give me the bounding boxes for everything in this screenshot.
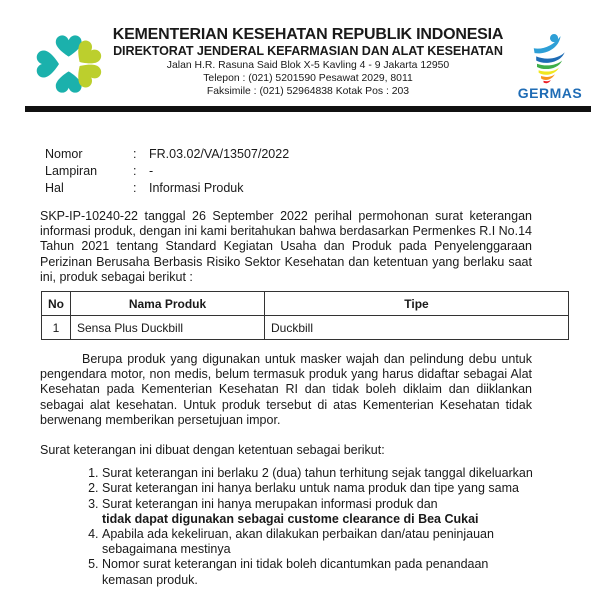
- letterhead: [0, 0, 616, 101]
- address-line: Jalan H.R. Rasuna Said Blok X-5 Kavling 4 - 9 Jakarta 12950: [166, 60, 450, 71]
- field-label: Nomor: [45, 147, 83, 161]
- directorate-title: DIREKTORAT JENDERAL KEFARMASIAN DAN ALAT KESEHATAN: [113, 44, 503, 58]
- letter-content: [0, 146, 616, 588]
- condition-item: [102, 466, 538, 481]
- cell-no: 1: [42, 316, 71, 340]
- phone-line: Telepon : (021) 5201590 Pesawat 2029, 8011: [203, 73, 413, 84]
- condition-item: [102, 527, 538, 557]
- condition-text: Surat keterangan ini berlaku 2 (dua) tahun terhitung sejak tanggal dikeluarkan: [102, 466, 533, 481]
- cell-nama-produk: Sensa Plus Duckbill: [71, 316, 265, 340]
- table-header-nama-produk: Nama Produk: [71, 292, 265, 316]
- meta-row-nomor: [45, 146, 616, 163]
- condition-text: Surat keterangan ini hanya merupakan informasi produk dan: [102, 496, 438, 511]
- meta-row-lampiran: [45, 163, 616, 180]
- field-value: Informasi Produk: [149, 181, 244, 195]
- condition-bold-text: tidak dapat digunakan sebagai custome clearance di Bea Cukai: [102, 511, 479, 526]
- product-table: [41, 291, 569, 340]
- condition-item: [102, 481, 538, 496]
- table-header-no: No: [42, 292, 71, 316]
- fax-line: Faksimile : (021) 52964838 Kotak Pos : 203: [206, 86, 410, 97]
- field-separator: :: [133, 147, 137, 161]
- condition-text: Apabila ada kekeliruan, akan dilakukan perbaikan dan/atau peninjauan sebagaimana mestinya: [102, 527, 494, 557]
- germas-label: GERMAS: [517, 85, 583, 101]
- ministry-title: KEMENTERIAN KESEHATAN REPUBLIK INDONESIA: [112, 26, 504, 43]
- field-separator: :: [133, 164, 137, 178]
- field-label: Hal: [45, 181, 64, 195]
- condition-item: [102, 557, 538, 587]
- meta-row-hal: [45, 180, 616, 197]
- table-row: [42, 316, 569, 340]
- letter-meta: [40, 146, 616, 197]
- paragraph-description: Berupa produk yang digunakan untuk masker wajah dan pelindung debu untuk pengendara motor, non medis, belum termasuk produk yang harus didaftar sebagai Alat Kesehatan pada Kementerian Kesehatan RI dan tidak boleh diklaim dan diiklankan sebagai alat kesehatan. Untuk produk tersebut di atas Kementerian Kesehatan tidak berwenang memberikan persetujuan impor.: [40, 352, 532, 427]
- field-label: Lampiran: [45, 164, 98, 178]
- field-separator: :: [133, 181, 137, 195]
- condition-text: Surat keterangan ini hanya berlaku untuk nama produk dan tipe yang sama: [102, 481, 519, 496]
- table-header-tipe: Tipe: [265, 292, 569, 316]
- condition-text: Nomor surat keterangan ini tidak boleh dicantumkan pada penandaan kemasan produk.: [102, 557, 489, 587]
- header-divider: [25, 106, 591, 112]
- field-value: FR.03.02/VA/13507/2022: [149, 147, 290, 161]
- table-header-row: [42, 292, 569, 316]
- conditions-list: [84, 466, 538, 588]
- conditions-intro: Surat keterangan ini dibuat dengan ketentuan sebagai berikut:: [40, 443, 385, 458]
- germas-figure-icon: [524, 32, 576, 84]
- field-value: -: [149, 164, 154, 178]
- kemenkes-logo-icon: [30, 29, 106, 99]
- condition-item: [102, 497, 538, 527]
- cell-tipe: Duckbill: [265, 316, 569, 340]
- germas-logo: [510, 32, 590, 101]
- paragraph-intro: SKP-IP-10240-22 tanggal 26 September 2022 perihal permohonan surat keterangan informasi produk, dengan ini kami beritahukan bahwa berdasarkan Permenkes R.I No.14 Tahun 2021 tentang Standard Kegiatan Usaha dan Produk pada Penyelenggaraan Perizinan Berusaha Berbasis Risiko Sektor Kesehatan dan ketentuan yang berlaku saat ini, produk sebagai berikut :: [40, 209, 532, 284]
- letterhead-text: [106, 26, 510, 98]
